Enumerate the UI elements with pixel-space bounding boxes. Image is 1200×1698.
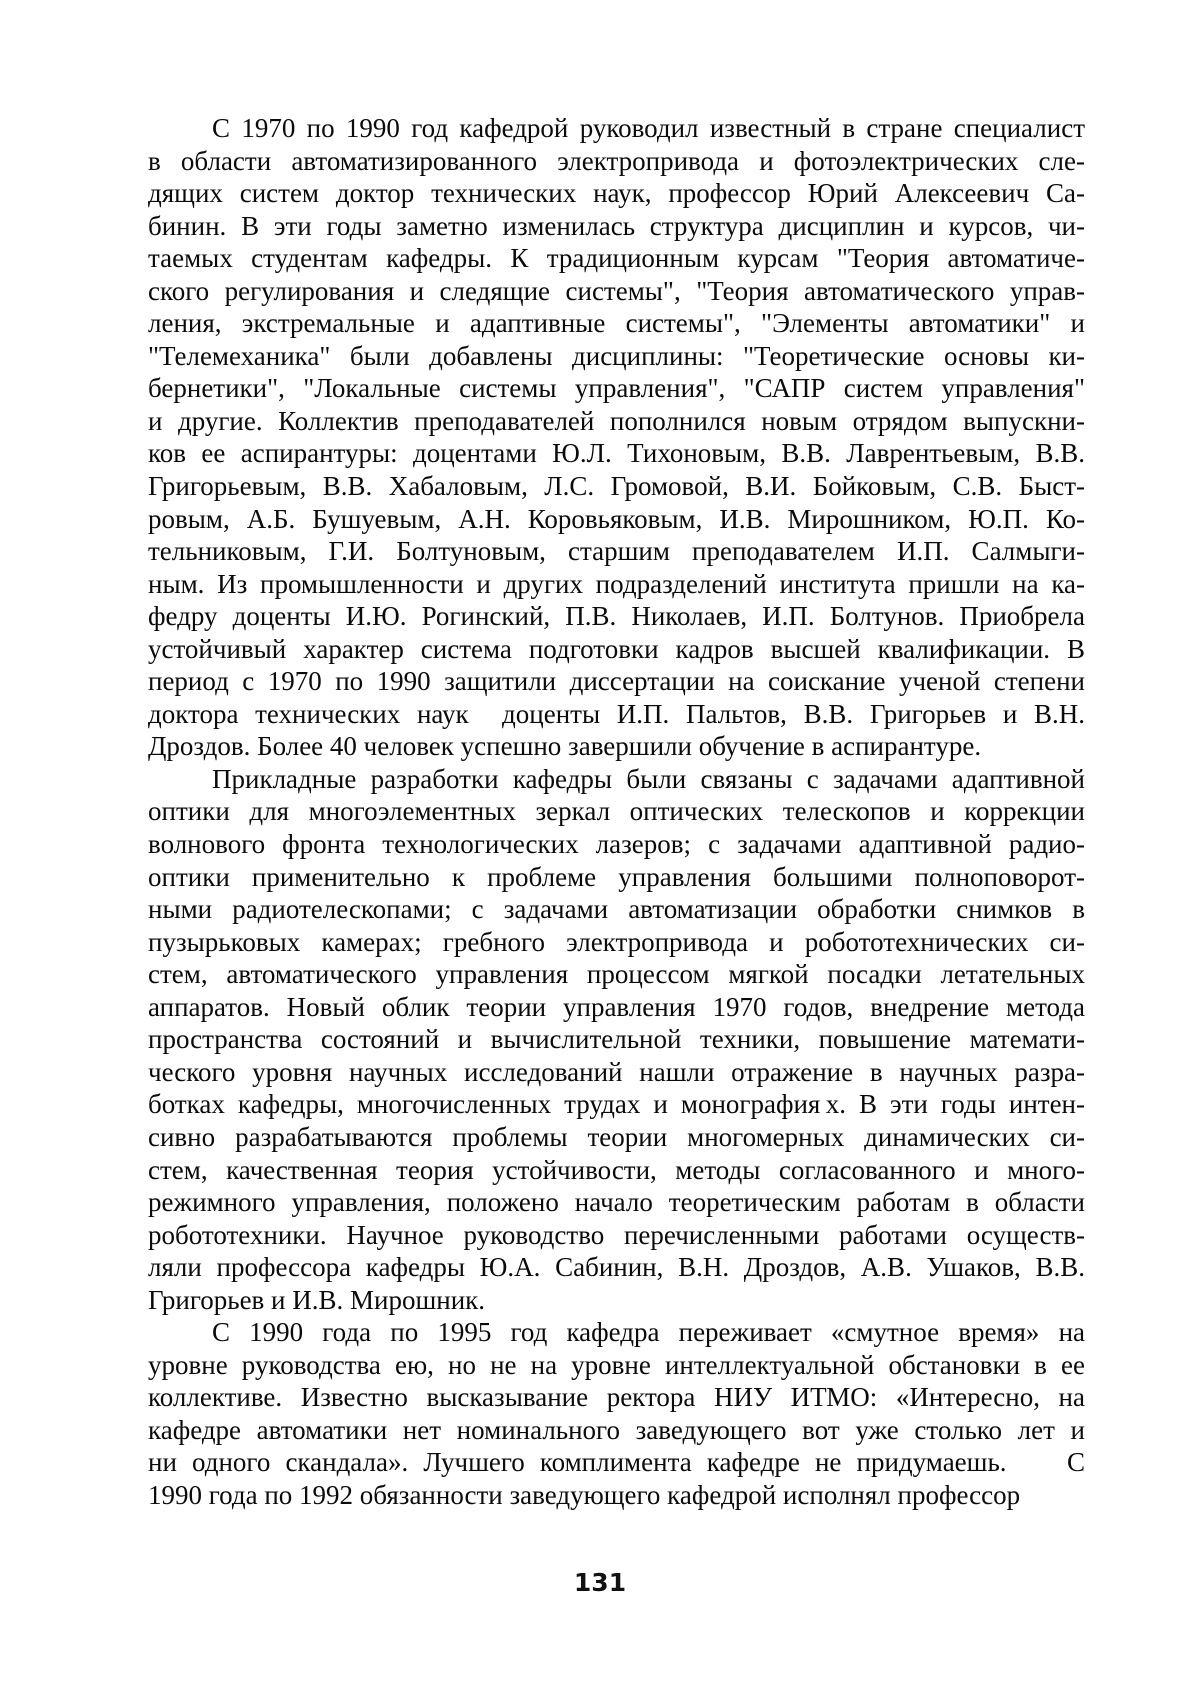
text-line: кафедре автоматики нет номинального заведующего вот уже столько лет и bbox=[148, 1414, 1085, 1445]
paragraph bbox=[148, 1316, 1085, 1511]
text-line: уровне руководства ею, но не на уровне интеллектуальной обстановки в ее bbox=[148, 1349, 1085, 1380]
text-line: в области автоматизированного электропривода и фотоэлектрических сле- bbox=[148, 145, 1085, 176]
text-line: С 1990 года по 1995 год кафедра переживает «смутное время» на bbox=[212, 1317, 1085, 1348]
text-line: режимного управления, положено начало теоретическим работам в области bbox=[148, 1187, 1085, 1218]
page-number: 131 bbox=[573, 1568, 627, 1597]
text-line: пространства состояний и вычислительной техники, повышение математи- bbox=[148, 1024, 1085, 1055]
text-line: таемых студентам кафедры. К традиционным курсам "Теория автоматиче- bbox=[148, 243, 1085, 274]
page-body-text bbox=[148, 112, 1085, 1512]
text-line: ляли профессора кафедры Ю.А. Сабинин, В.Н. Дроздов, А.В. Ушаков, В.В. bbox=[148, 1252, 1085, 1283]
text-line: ни одного скандала». Лучшего комплимента кафедре не придумаешь. С bbox=[148, 1447, 1085, 1478]
text-line: коллективе. Известно высказывание ректора НИУ ИТМО: «Интересно, на bbox=[148, 1382, 1085, 1413]
text-line: ными радиотелескопами; с задачами автоматизации обработки снимков в bbox=[148, 894, 1085, 925]
text-line: ровым, А.Б. Бушуевым, А.Н. Коровьяковым, И.В. Мирошником, Ю.П. Ко- bbox=[148, 503, 1085, 534]
text-line: оптики применительно к проблеме управления большими полноповорот- bbox=[148, 861, 1085, 892]
text-line: федру доценты И.Ю. Рогинский, П.В. Николаев, И.П. Болтунов. Приобрела bbox=[148, 601, 1085, 632]
text-line: Григорьев и И.В. Мирошник. bbox=[148, 1284, 486, 1315]
text-line: стем, качественная теория устойчивости, методы согласованного и много- bbox=[148, 1154, 1085, 1185]
text-line: волнового фронта технологических лазеров; с задачами адаптивной радио- bbox=[148, 829, 1085, 860]
text-line: пузырьковых камерах; гребного электропривода и робототехнических си- bbox=[148, 926, 1085, 957]
text-line: Григорьевым, В.В. Хабаловым, Л.С. Громовой, В.И. Бойковым, С.В. Быст- bbox=[148, 471, 1085, 502]
text-line: бинин. В эти годы заметно изменилась структура дисциплин и курсов, чи- bbox=[148, 210, 1085, 241]
text-line: ческого уровня научных исследований нашли отражение в научных разра- bbox=[148, 1056, 1085, 1087]
paragraph bbox=[148, 763, 1085, 1316]
text-line: доктора технических наук доценты И.П. Пальтов, В.В. Григорьев и В.Н. bbox=[148, 698, 1085, 729]
text-line: робототехники. Научное руководство перечисленными работами осуществ- bbox=[148, 1219, 1085, 1250]
text-line: оптики для многоэлементных зеркал оптических телескопов и коррекции bbox=[148, 796, 1085, 827]
text-line: ления, экстремальные и адаптивные системы", "Элементы автоматики" и bbox=[148, 308, 1085, 339]
text-line: и другие. Коллектив преподавателей пополнился новым отрядом выпускни- bbox=[148, 405, 1085, 436]
text-line: ского регулирования и следящие системы", "Теория автоматического управ- bbox=[148, 275, 1085, 306]
text-line: тельниковым, Г.И. Болтуновым, старшим преподавателем И.П. Салмыги- bbox=[148, 536, 1085, 567]
text-line: С 1970 по 1990 год кафедрой руководил известный в стране специалист bbox=[212, 113, 1085, 143]
text-line: дящих систем доктор технических наук, профессор Юрий Алексеевич Са- bbox=[148, 178, 1085, 209]
text-line: сивно разрабатываются проблемы теории многомерных динамических си- bbox=[148, 1121, 1085, 1152]
text-line: период с 1970 по 1990 защитили диссертации на соискание ученой степени bbox=[148, 666, 1085, 697]
text-line: Прикладные разработки кафедры были связаны с задачами адаптивной bbox=[212, 763, 1085, 794]
text-line: аппаратов. Новый облик теории управления 1970 годов, внедрение метода bbox=[148, 991, 1085, 1022]
text-line: устойчивый характер система подготовки кадров высшей квалификации. В bbox=[148, 633, 1085, 664]
text-line: ков ее аспирантуры: доцентами Ю.Л. Тихоновым, В.В. Лаврентьевым, В.В. bbox=[148, 438, 1085, 469]
text-line: ным. Из промышленности и других подразделений института пришли на ка- bbox=[148, 568, 1085, 599]
text-line: Дроздов. Более 40 человек успешно завершили обучение в аспирантуре. bbox=[148, 731, 982, 762]
text-line: бернетики", "Локальные системы управления", "САПР систем управления" bbox=[148, 373, 1085, 404]
text-line: ботках кафедры, многочисленных трудах и монография х. В эти годы интен- bbox=[148, 1089, 1085, 1120]
text-line: "Телемеханика" были добавлены дисциплины: "Теоретические основы ки- bbox=[148, 340, 1085, 371]
text-line: стем, автоматического управления процессом мягкой посадки летательных bbox=[148, 959, 1085, 990]
text-line: 1990 года по 1992 обязанности заведующего кафедрой исполнял профессор bbox=[148, 1479, 1021, 1510]
paragraph bbox=[148, 112, 1085, 763]
